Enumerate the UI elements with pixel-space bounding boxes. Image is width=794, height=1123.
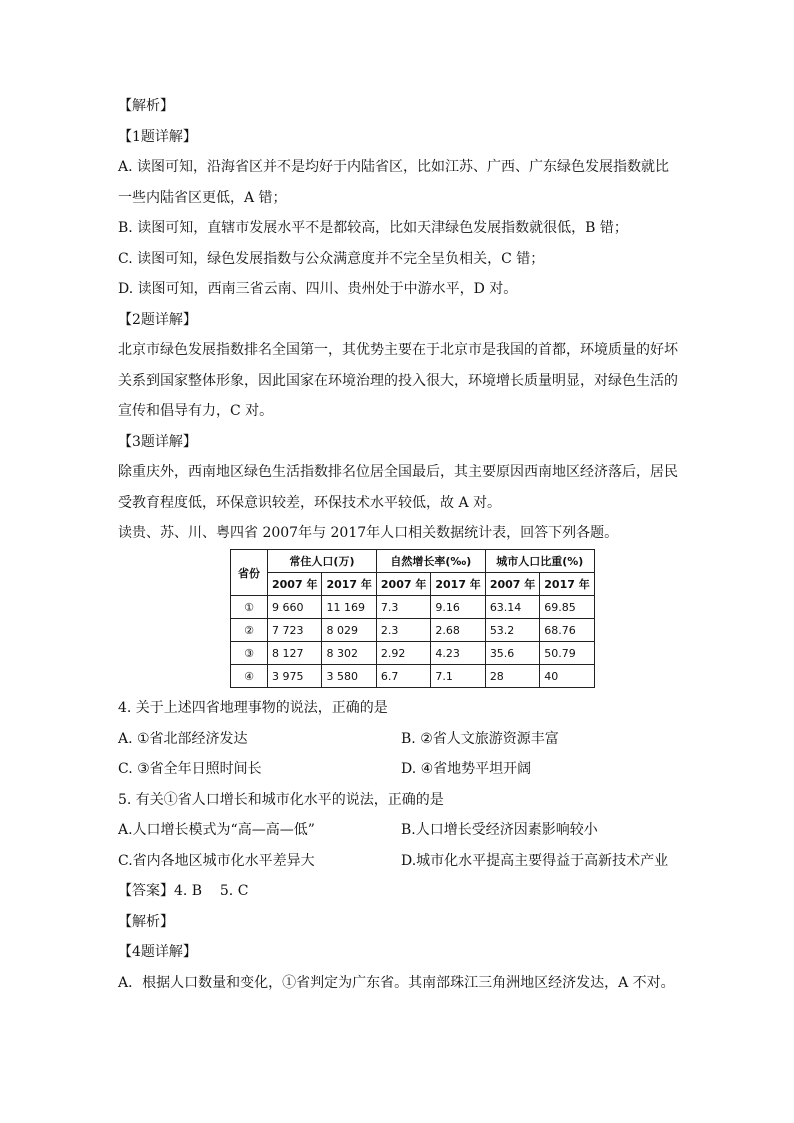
q4-option-c: C. ③省全年日照时间长	[118, 761, 262, 777]
table-cell: 2.68	[431, 619, 485, 642]
table-row	[231, 642, 595, 665]
table-cell: 9 660	[268, 596, 322, 619]
q4-stem: 4. 关于上述四省地理事物的说法，正确的是	[118, 700, 388, 716]
table-cell: 8 029	[322, 619, 376, 642]
table-intro: 读贵、苏、川、粤四省 2007年与 2017年人口相关数据统计表，回答下列各题。	[118, 525, 619, 541]
q3-explanation-line-1: 除重庆外，西南地区绿色生活指数排名位居全国最后，其主要原因西南地区经济落后，居民	[118, 464, 678, 480]
q4-options-row-1	[118, 729, 678, 749]
document-page	[118, 96, 678, 1003]
col-growth-rate-header: 自然增长率(‰)	[376, 550, 485, 573]
table-subheader-row	[231, 573, 595, 596]
population-table-wrapper	[230, 549, 678, 688]
province-cell: ③	[231, 642, 268, 665]
q4-explanation-line-1: A．根据人口数量和变化，①省判定为广东省。其南部珠江三角洲地区经济发达，A 不对。	[118, 974, 675, 991]
q1-option-a-line-1: A. 读图可知，沿海省区并不是均好于内陆省区，比如江苏、广西、广东绿色发展指数就比	[118, 159, 670, 175]
answer-line: 【答案】4. B 5. C	[118, 883, 249, 899]
table-cell: 28	[485, 665, 539, 688]
year-2017-header: 2017 年	[540, 573, 594, 596]
q5-option-a: A.人口增长模式为“高—高—低”	[118, 822, 315, 838]
table-header-row	[231, 550, 595, 573]
q2-detail-header: 【2题详解】	[118, 311, 197, 328]
analysis-header-2: 【解析】	[118, 913, 174, 930]
province-cell: ②	[231, 619, 268, 642]
year-2007-header: 2007 年	[485, 573, 539, 596]
table-cell: 4.23	[431, 642, 485, 665]
table-cell: 2.92	[376, 642, 430, 665]
q5-stem: 5. 有关①省人口增长和城市化水平的说法，正确的是	[118, 791, 444, 808]
year-2007-header: 2007 年	[376, 573, 430, 596]
table-cell: 7.1	[431, 665, 485, 688]
year-2017-header: 2017 年	[431, 573, 485, 596]
province-cell: ④	[231, 665, 268, 688]
table-cell: 35.6	[485, 642, 539, 665]
q5-option-d: D.城市化水平提高主要得益于高新技术产业	[401, 852, 669, 869]
table-cell: 9.16	[431, 596, 485, 619]
q1-option-a-line-2: 一些内陆省区更低，A 错；	[118, 189, 287, 206]
table-row	[231, 665, 595, 688]
population-table	[230, 549, 595, 688]
table-cell: 8 127	[268, 642, 322, 665]
col-population-header: 常住人口(万)	[268, 550, 377, 573]
province-cell: ①	[231, 596, 268, 619]
table-cell: 11 169	[322, 596, 376, 619]
q1-option-d-line: D. 读图可知，西南三省云南、四川、贵州处于中游水平，D 对。	[118, 281, 518, 297]
q4-detail-header: 【4题详解】	[118, 944, 197, 960]
q2-explanation-line-3: 宣传和倡导有力，C 对。	[118, 403, 274, 419]
q1-option-c-line: C. 读图可知，绿色发展指数与公众满意度并不完全呈负相关，C 错；	[118, 250, 545, 267]
year-2017-header: 2017 年	[322, 573, 376, 596]
table-cell: 69.85	[540, 596, 594, 619]
q2-explanation-line-1: 北京市绿色发展指数排名全国第一，其优势主要在于北京市是我国的首都，环境质量的好坏	[118, 342, 678, 358]
table-cell: 8 302	[322, 642, 376, 665]
table-cell: 2.3	[376, 619, 430, 642]
q4-option-d: D. ④省地势平坦开阔	[401, 761, 532, 777]
q5-option-b: B.人口增长受经济因素影响较小	[401, 822, 598, 838]
col-province-header: 省份	[231, 550, 268, 596]
table-cell: 3 580	[322, 665, 376, 688]
analysis-header: 【解析】	[118, 98, 174, 114]
q1-option-b-line: B. 读图可知，直辖市发展水平不是都较高，比如天津绿色发展指数就很低，B 错；	[118, 220, 628, 236]
q5-options-row-2	[118, 851, 678, 871]
q2-explanation-line-2: 关系到国家整体形象，因此国家在环境治理的投入很大，环境增长质量明显，对绿色生活的	[118, 372, 678, 389]
q4-options-row-2	[118, 759, 678, 779]
table-cell: 3 975	[268, 665, 322, 688]
q5-option-c: C.省内各地区城市化水平差异大	[118, 852, 315, 869]
q1-detail-header: 【1题详解】	[118, 128, 197, 145]
table-row	[231, 619, 595, 642]
table-cell: 63.14	[485, 596, 539, 619]
q5-options-row-1	[118, 820, 678, 840]
table-row	[231, 596, 595, 619]
year-2007-header: 2007 年	[268, 573, 322, 596]
q3-detail-header: 【3题详解】	[118, 433, 197, 450]
col-urban-ratio-header: 城市人口比重(%)	[485, 550, 594, 573]
table-cell: 50.79	[540, 642, 594, 665]
table-cell: 7 723	[268, 619, 322, 642]
table-cell: 68.76	[540, 619, 594, 642]
q4-option-b: B. ②省人文旅游资源丰富	[401, 730, 559, 747]
table-cell: 53.2	[485, 619, 539, 642]
table-cell: 6.7	[376, 665, 430, 688]
table-cell: 7.3	[376, 596, 430, 619]
table-cell: 40	[540, 665, 594, 688]
q4-option-a: A. ①省北部经济发达	[118, 730, 248, 747]
q3-explanation-line-2: 受教育程度低，环保意识较差，环保技术水平较低，故 A 对。	[118, 494, 502, 511]
